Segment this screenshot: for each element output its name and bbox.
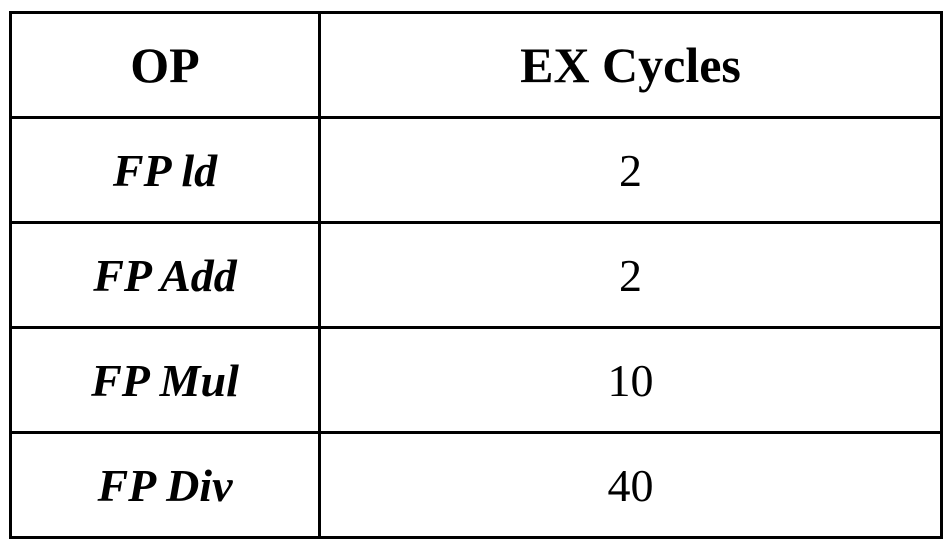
header-op: OP <box>11 13 320 118</box>
table-row <box>11 223 942 328</box>
table-row <box>11 118 942 223</box>
cycles-cell-fp-mul: 10 <box>320 328 942 433</box>
cycles-cell-fp-add: 2 <box>320 223 942 328</box>
op-cell-fp-ld: FP ld <box>11 118 320 223</box>
cycles-cell-fp-div: 40 <box>320 433 942 538</box>
cycles-cell-fp-ld: 2 <box>320 118 942 223</box>
ex-cycles-table <box>9 11 943 539</box>
table-header-row <box>11 13 942 118</box>
op-cell-fp-div: FP Div <box>11 433 320 538</box>
op-cell-fp-mul: FP Mul <box>11 328 320 433</box>
table-row <box>11 328 942 433</box>
op-cell-fp-add: FP Add <box>11 223 320 328</box>
header-ex-cycles: EX Cycles <box>320 13 942 118</box>
table-row <box>11 433 942 538</box>
